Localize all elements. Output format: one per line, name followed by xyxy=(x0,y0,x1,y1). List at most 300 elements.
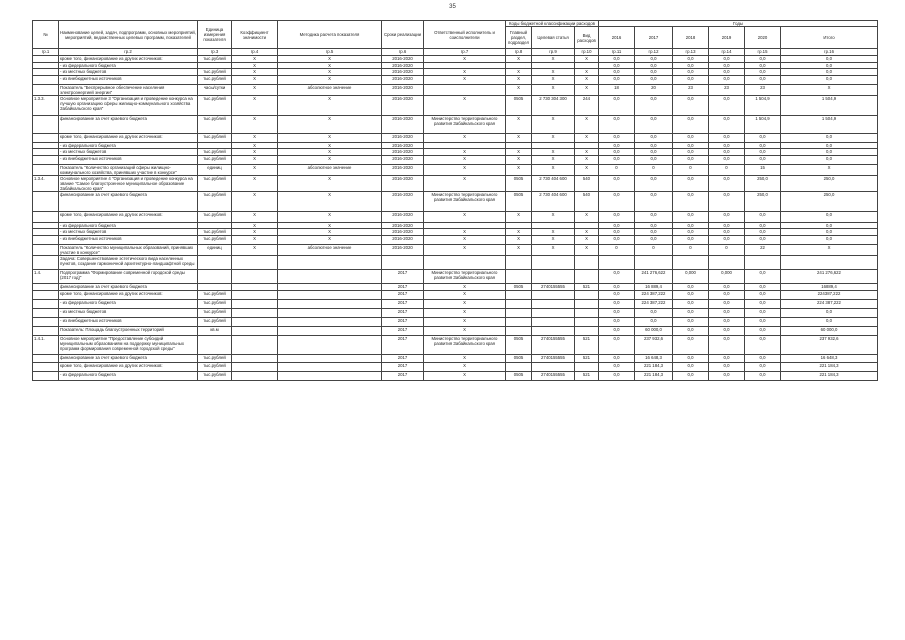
cell-code-cs: 2 730 404 600 xyxy=(532,176,575,192)
cell-code-cs: Х xyxy=(532,236,575,245)
cell-code-gr xyxy=(506,327,532,336)
cell-y2020: 0,0 xyxy=(745,300,781,309)
cell-term: 2016-2020 xyxy=(382,149,424,156)
cell-method: Х xyxy=(278,212,382,223)
cell-unit: тыс.рублей xyxy=(198,300,232,309)
cell-y2016: 0,0 xyxy=(599,327,635,336)
header-year-2019: 2019 xyxy=(709,27,745,49)
cell-y2016: 0,0 xyxy=(599,63,635,69)
cell-executor: Х xyxy=(424,363,506,372)
cell-code-gr: Х xyxy=(506,134,532,143)
cell-y2018: 0,0 xyxy=(673,372,709,381)
table-row xyxy=(33,165,878,176)
cell-total: 221 184,3 xyxy=(781,372,878,381)
cell-num xyxy=(33,76,59,85)
cell-code-vr xyxy=(575,318,599,327)
cell-name: - из федерального бюджета xyxy=(59,372,198,381)
cell-method xyxy=(278,318,382,327)
cell-total xyxy=(781,256,878,270)
cell-coef: Х xyxy=(232,69,278,76)
cell-unit xyxy=(198,270,232,284)
cell-y2016: 0,0 xyxy=(599,56,635,63)
cell-executor: Х xyxy=(424,229,506,236)
cell-term: 2016-2020 xyxy=(382,245,424,256)
col-num-7: гр.7 xyxy=(424,49,506,56)
cell-y2020: 0,0 xyxy=(745,363,781,372)
col-num-3: гр.3 xyxy=(198,49,232,56)
cell-code-gr: Х xyxy=(506,245,532,256)
cell-executor: Х xyxy=(424,96,506,116)
cell-unit: тыс.рублей xyxy=(198,309,232,318)
cell-y2019: 0,000 xyxy=(709,270,745,284)
cell-num xyxy=(33,291,59,300)
cell-y2016: 0,0 xyxy=(599,284,635,291)
cell-code-vr xyxy=(575,309,599,318)
cell-coef xyxy=(232,372,278,381)
cell-code-vr xyxy=(575,256,599,270)
cell-coef: Х xyxy=(232,192,278,212)
cell-y2019: 0,0 xyxy=(709,372,745,381)
cell-y2019: 0,0 xyxy=(709,63,745,69)
cell-name: - из федерального бюджета xyxy=(59,143,198,149)
cell-code-vr: Х xyxy=(575,149,599,156)
cell-y2019: 0,0 xyxy=(709,192,745,212)
cell-term: 2016-2020 xyxy=(382,96,424,116)
cell-code-cs xyxy=(532,300,575,309)
cell-y2019: 0,0 xyxy=(709,236,745,245)
cell-num xyxy=(33,318,59,327)
cell-executor: Х xyxy=(424,245,506,256)
cell-unit: тыс.рублей xyxy=(198,149,232,156)
cell-y2019: 0,0 xyxy=(709,318,745,327)
cell-y2020: 0,0 xyxy=(745,69,781,76)
cell-coef xyxy=(232,309,278,318)
cell-code-cs: Х xyxy=(532,134,575,143)
cell-coef: Х xyxy=(232,85,278,96)
col-num-8: гр.8 xyxy=(506,49,532,56)
cell-unit: тыс.рублей xyxy=(198,76,232,85)
cell-term: 2017 xyxy=(382,327,424,336)
cell-y2017: 0,0 xyxy=(635,229,673,236)
cell-code-gr: 0505 xyxy=(506,176,532,192)
cell-y2016: 0,0 xyxy=(599,149,635,156)
cell-y2019: 0,0 xyxy=(709,116,745,134)
cell-code-cs xyxy=(532,327,575,336)
cell-name: - из местных бюджетов xyxy=(59,149,198,156)
cell-total: 1 504,9 xyxy=(781,96,878,116)
cell-name: Задача: Совершенствование эстетического вида населенных пунктов, создание гармоничной архитектурно-ландшафтной среды xyxy=(59,256,198,270)
cell-code-vr: Х xyxy=(575,56,599,63)
cell-term xyxy=(382,256,424,270)
cell-code-cs: 2740155555 xyxy=(532,355,575,363)
cell-coef: Х xyxy=(232,96,278,116)
cell-coef xyxy=(232,336,278,355)
cell-code-cs xyxy=(532,318,575,327)
cell-executor: Министерство территориального развития Забайкальского края xyxy=(424,270,506,284)
cell-executor: Х xyxy=(424,149,506,156)
cell-code-vr xyxy=(575,363,599,372)
cell-y2016: 0,0 xyxy=(599,212,635,223)
cell-code-vr: Х xyxy=(575,236,599,245)
cell-code-cs: Х xyxy=(532,76,575,85)
cell-y2019: 0,0 xyxy=(709,176,745,192)
cell-code-gr xyxy=(506,291,532,300)
cell-num: 1.3.4. xyxy=(33,176,59,192)
cell-code-vr: Х xyxy=(575,212,599,223)
header-year-2017: 2017 xyxy=(635,27,673,49)
cell-code-cs xyxy=(532,291,575,300)
cell-code-gr: Х xyxy=(506,76,532,85)
cell-method: Х xyxy=(278,96,382,116)
cell-code-vr xyxy=(575,327,599,336)
cell-term: 2017 xyxy=(382,284,424,291)
cell-unit: тыс.рублей xyxy=(198,134,232,143)
col-num-13: гр.13 xyxy=(673,49,709,56)
cell-y2018: 0,0 xyxy=(673,143,709,149)
cell-name: кроме того, финансирование из других источников: xyxy=(59,212,198,223)
cell-code-cs: Х xyxy=(532,69,575,76)
cell-y2018: 0,0 xyxy=(673,336,709,355)
table-row xyxy=(33,372,878,381)
cell-term: 2017 xyxy=(382,336,424,355)
cell-y2020: 0,0 xyxy=(745,63,781,69)
cell-y2016: 0,0 xyxy=(599,156,635,165)
cell-total: 16889,4 xyxy=(781,284,878,291)
cell-coef xyxy=(232,284,278,291)
table-row xyxy=(33,56,878,63)
cell-name: - из местных бюджетов xyxy=(59,229,198,236)
cell-y2020: 0,0 xyxy=(745,143,781,149)
cell-total: 60 000,0 xyxy=(781,327,878,336)
cell-code-vr: 540 xyxy=(575,176,599,192)
cell-y2018: 0,0 xyxy=(673,176,709,192)
cell-y2019 xyxy=(709,256,745,270)
cell-total: 250,0 xyxy=(781,176,878,192)
table-row xyxy=(33,309,878,318)
cell-y2017: 0,0 xyxy=(635,309,673,318)
cell-y2019: 0,0 xyxy=(709,212,745,223)
cell-y2017: 221 184,3 xyxy=(635,372,673,381)
cell-method xyxy=(278,372,382,381)
cell-y2020: 15 xyxy=(745,165,781,176)
cell-code-cs: Х xyxy=(532,212,575,223)
cell-y2018 xyxy=(673,256,709,270)
cell-num xyxy=(33,355,59,363)
header-term: Сроки реализации xyxy=(382,21,424,49)
cell-y2019: 0,0 xyxy=(709,76,745,85)
cell-y2020: 0,0 xyxy=(745,149,781,156)
cell-executor: Х xyxy=(424,355,506,363)
cell-code-gr xyxy=(506,363,532,372)
cell-code-vr xyxy=(575,270,599,284)
cell-code-gr: Х xyxy=(506,236,532,245)
cell-num xyxy=(33,229,59,236)
cell-num xyxy=(33,156,59,165)
cell-unit: тыс.рублей xyxy=(198,372,232,381)
col-num-1: гр.1 xyxy=(33,49,59,56)
cell-code-gr: 0505 xyxy=(506,192,532,212)
cell-y2018: 0,0 xyxy=(673,149,709,156)
cell-name: - из федерального бюджета xyxy=(59,223,198,229)
cell-unit: тыс.рублей xyxy=(198,212,232,223)
cell-code-vr: Х xyxy=(575,69,599,76)
cell-executor xyxy=(424,85,506,96)
cell-term: 2016-2020 xyxy=(382,56,424,63)
cell-coef: Х xyxy=(232,149,278,156)
cell-coef: Х xyxy=(232,245,278,256)
cell-total: 237 932,6 xyxy=(781,336,878,355)
cell-unit: единиц xyxy=(198,245,232,256)
cell-num xyxy=(33,165,59,176)
cell-num xyxy=(33,300,59,309)
cell-y2018: 0,0 xyxy=(673,236,709,245)
cell-y2017: 0,0 xyxy=(635,134,673,143)
header-codes-group: Коды бюджетной классификации расходов xyxy=(506,21,599,27)
cell-y2017: 237 932,6 xyxy=(635,336,673,355)
cell-num xyxy=(33,309,59,318)
cell-y2020: 0,0 xyxy=(745,327,781,336)
cell-unit: тыс.рублей xyxy=(198,192,232,212)
cell-y2019: 0,0 xyxy=(709,96,745,116)
cell-code-gr: Х xyxy=(506,56,532,63)
cell-y2017: 0,0 xyxy=(635,318,673,327)
cell-y2020: 0,0 xyxy=(745,229,781,236)
cell-y2018: 0,0 xyxy=(673,318,709,327)
cell-y2017: 20 xyxy=(635,85,673,96)
cell-total: Х xyxy=(781,245,878,256)
cell-term: 2017 xyxy=(382,372,424,381)
cell-y2017: 241 276,622 xyxy=(635,270,673,284)
cell-executor: Х xyxy=(424,291,506,300)
cell-unit: тыс.рублей xyxy=(198,355,232,363)
cell-code-gr: 0505 xyxy=(506,284,532,291)
cell-term: 2016-2020 xyxy=(382,134,424,143)
cell-total: 0,0 xyxy=(781,236,878,245)
header-code-gr: Главный раздел, подраздел xyxy=(506,27,532,49)
cell-y2020: 0,0 xyxy=(745,291,781,300)
cell-y2020 xyxy=(745,256,781,270)
cell-code-gr: Х xyxy=(506,156,532,165)
cell-code-cs: Х xyxy=(532,245,575,256)
header-year-2020: 2020 xyxy=(745,27,781,49)
cell-y2018: 0,0 xyxy=(673,355,709,363)
cell-y2018: 0,0 xyxy=(673,156,709,165)
cell-y2017: 221 184,3 xyxy=(635,363,673,372)
cell-method: Х xyxy=(278,143,382,149)
cell-y2019: 0,0 xyxy=(709,327,745,336)
cell-method: Х xyxy=(278,156,382,165)
col-num-15: гр.15 xyxy=(745,49,781,56)
cell-method xyxy=(278,327,382,336)
cell-y2016: 0,0 xyxy=(599,143,635,149)
cell-term: 2016-2020 xyxy=(382,143,424,149)
cell-name: - из внебюджетных источников xyxy=(59,76,198,85)
cell-code-cs xyxy=(532,270,575,284)
cell-executor: Х xyxy=(424,76,506,85)
cell-coef xyxy=(232,355,278,363)
header-total: Итого xyxy=(781,27,878,49)
cell-coef: Х xyxy=(232,63,278,69)
cell-code-cs: Х xyxy=(532,156,575,165)
table-row xyxy=(33,256,878,270)
cell-coef: Х xyxy=(232,165,278,176)
cell-y2016: 0,0 xyxy=(599,96,635,116)
cell-total: Х xyxy=(781,165,878,176)
cell-executor: Х xyxy=(424,284,506,291)
cell-y2017: 0,0 xyxy=(635,56,673,63)
cell-num xyxy=(33,212,59,223)
cell-executor: Х xyxy=(424,327,506,336)
table-row xyxy=(33,176,878,192)
cell-y2017: 0 xyxy=(635,245,673,256)
cell-code-gr xyxy=(506,309,532,318)
cell-y2019: 0,0 xyxy=(709,134,745,143)
cell-y2018: 0,0 xyxy=(673,63,709,69)
table-row xyxy=(33,336,878,355)
table-row xyxy=(33,212,878,223)
cell-y2017: 0,0 xyxy=(635,69,673,76)
cell-num xyxy=(33,134,59,143)
cell-method: абсолютное значение xyxy=(278,165,382,176)
cell-total: 0,0 xyxy=(781,229,878,236)
cell-executor: Х xyxy=(424,176,506,192)
cell-y2020: 0,0 xyxy=(745,56,781,63)
cell-y2017: 0,0 xyxy=(635,192,673,212)
cell-term: 2016-2020 xyxy=(382,212,424,223)
cell-y2020: 0,0 xyxy=(745,355,781,363)
cell-y2019: 0,0 xyxy=(709,69,745,76)
cell-num xyxy=(33,372,59,381)
cell-y2020: 0,0 xyxy=(745,309,781,318)
cell-y2017: 0,0 xyxy=(635,223,673,229)
cell-num xyxy=(33,327,59,336)
cell-total: 16 648,3 xyxy=(781,355,878,363)
cell-code-cs: Х xyxy=(532,56,575,63)
cell-y2016: 0,0 xyxy=(599,270,635,284)
cell-y2018: 0,000 xyxy=(673,270,709,284)
cell-code-vr: 521 xyxy=(575,355,599,363)
col-num-10: гр.10 xyxy=(575,49,599,56)
cell-coef: Х xyxy=(232,176,278,192)
cell-unit xyxy=(198,256,232,270)
cell-term: 2016-2020 xyxy=(382,156,424,165)
cell-num xyxy=(33,85,59,96)
cell-total: 0,0 xyxy=(781,149,878,156)
cell-y2018: 23 xyxy=(673,85,709,96)
cell-y2017: 0,0 xyxy=(635,149,673,156)
cell-code-cs: 2740155555 xyxy=(532,372,575,381)
cell-y2016: 0,0 xyxy=(599,176,635,192)
cell-method: Х xyxy=(278,176,382,192)
cell-y2016: 0,0 xyxy=(599,300,635,309)
cell-term: 2017 xyxy=(382,291,424,300)
header-code-vr: Вид расходов xyxy=(575,27,599,49)
cell-num xyxy=(33,56,59,63)
cell-method: Х xyxy=(278,63,382,69)
header-unit: Единица измерения показателя xyxy=(198,21,232,49)
cell-y2020: 0,0 xyxy=(745,212,781,223)
table-row xyxy=(33,284,878,291)
cell-coef xyxy=(232,270,278,284)
cell-y2017: 0,0 xyxy=(635,116,673,134)
cell-coef xyxy=(232,256,278,270)
cell-code-gr: 0505 xyxy=(506,336,532,355)
cell-name: кроме того, финансирование из других источников: xyxy=(59,56,198,63)
col-num-4: гр.4 xyxy=(232,49,278,56)
cell-total: Х xyxy=(781,85,878,96)
cell-num xyxy=(33,192,59,212)
table-row xyxy=(33,156,878,165)
cell-term: 2017 xyxy=(382,363,424,372)
cell-method xyxy=(278,291,382,300)
cell-code-vr: Х xyxy=(575,229,599,236)
cell-total: 250,0 xyxy=(781,192,878,212)
cell-method: Х xyxy=(278,76,382,85)
cell-code-cs: 2 730 404 600 xyxy=(532,192,575,212)
cell-term: 2016-2020 xyxy=(382,236,424,245)
col-num-6: гр.6 xyxy=(382,49,424,56)
cell-num xyxy=(33,236,59,245)
cell-code-gr xyxy=(506,270,532,284)
cell-y2017: 16 889,4 xyxy=(635,284,673,291)
cell-term: 2016-2020 xyxy=(382,165,424,176)
table-row xyxy=(33,134,878,143)
cell-code-cs xyxy=(532,363,575,372)
table-row xyxy=(33,149,878,156)
cell-unit: тыс.рублей xyxy=(198,96,232,116)
cell-num xyxy=(33,256,59,270)
cell-y2016: 0,0 xyxy=(599,69,635,76)
cell-y2019: 23 xyxy=(709,85,745,96)
cell-y2018: 0,0 xyxy=(673,116,709,134)
cell-coef: Х xyxy=(232,229,278,236)
table-body xyxy=(33,56,878,381)
cell-code-vr: Х xyxy=(575,116,599,134)
cell-name: Показатель "Количество организаций сферы жилищно-коммунального хозяйства, принявших участие в конкурсе" xyxy=(59,165,198,176)
col-num-14: гр.14 xyxy=(709,49,745,56)
cell-total: 224387,222 xyxy=(781,291,878,300)
cell-code-vr xyxy=(575,300,599,309)
cell-executor: Х xyxy=(424,56,506,63)
cell-y2020: 250,0 xyxy=(745,176,781,192)
cell-y2019: 0,0 xyxy=(709,143,745,149)
cell-total: 0,0 xyxy=(781,156,878,165)
cell-total: 0,0 xyxy=(781,56,878,63)
cell-y2020: 0,0 xyxy=(745,318,781,327)
cell-coef: Х xyxy=(232,212,278,223)
cell-y2019: 0 xyxy=(709,245,745,256)
cell-method xyxy=(278,300,382,309)
cell-y2020: 0,0 xyxy=(745,134,781,143)
cell-num: 1.4. xyxy=(33,270,59,284)
cell-y2016: 0,0 xyxy=(599,363,635,372)
cell-y2019: 0,0 xyxy=(709,229,745,236)
cell-y2019: 0,0 xyxy=(709,309,745,318)
cell-total: 0,0 xyxy=(781,212,878,223)
cell-term: 2016-2020 xyxy=(382,223,424,229)
cell-y2018: 0,0 xyxy=(673,300,709,309)
cell-y2020: 0,0 xyxy=(745,156,781,165)
cell-y2017: 224 387,222 xyxy=(635,300,673,309)
cell-total: 0,0 xyxy=(781,143,878,149)
cell-y2020: 0,0 xyxy=(745,336,781,355)
cell-total: 224 387,222 xyxy=(781,300,878,309)
header-year-2018: 2018 xyxy=(673,27,709,49)
cell-method xyxy=(278,355,382,363)
table-row xyxy=(33,69,878,76)
cell-total: 221 184,3 xyxy=(781,363,878,372)
cell-y2017: 224 387,222 xyxy=(635,291,673,300)
